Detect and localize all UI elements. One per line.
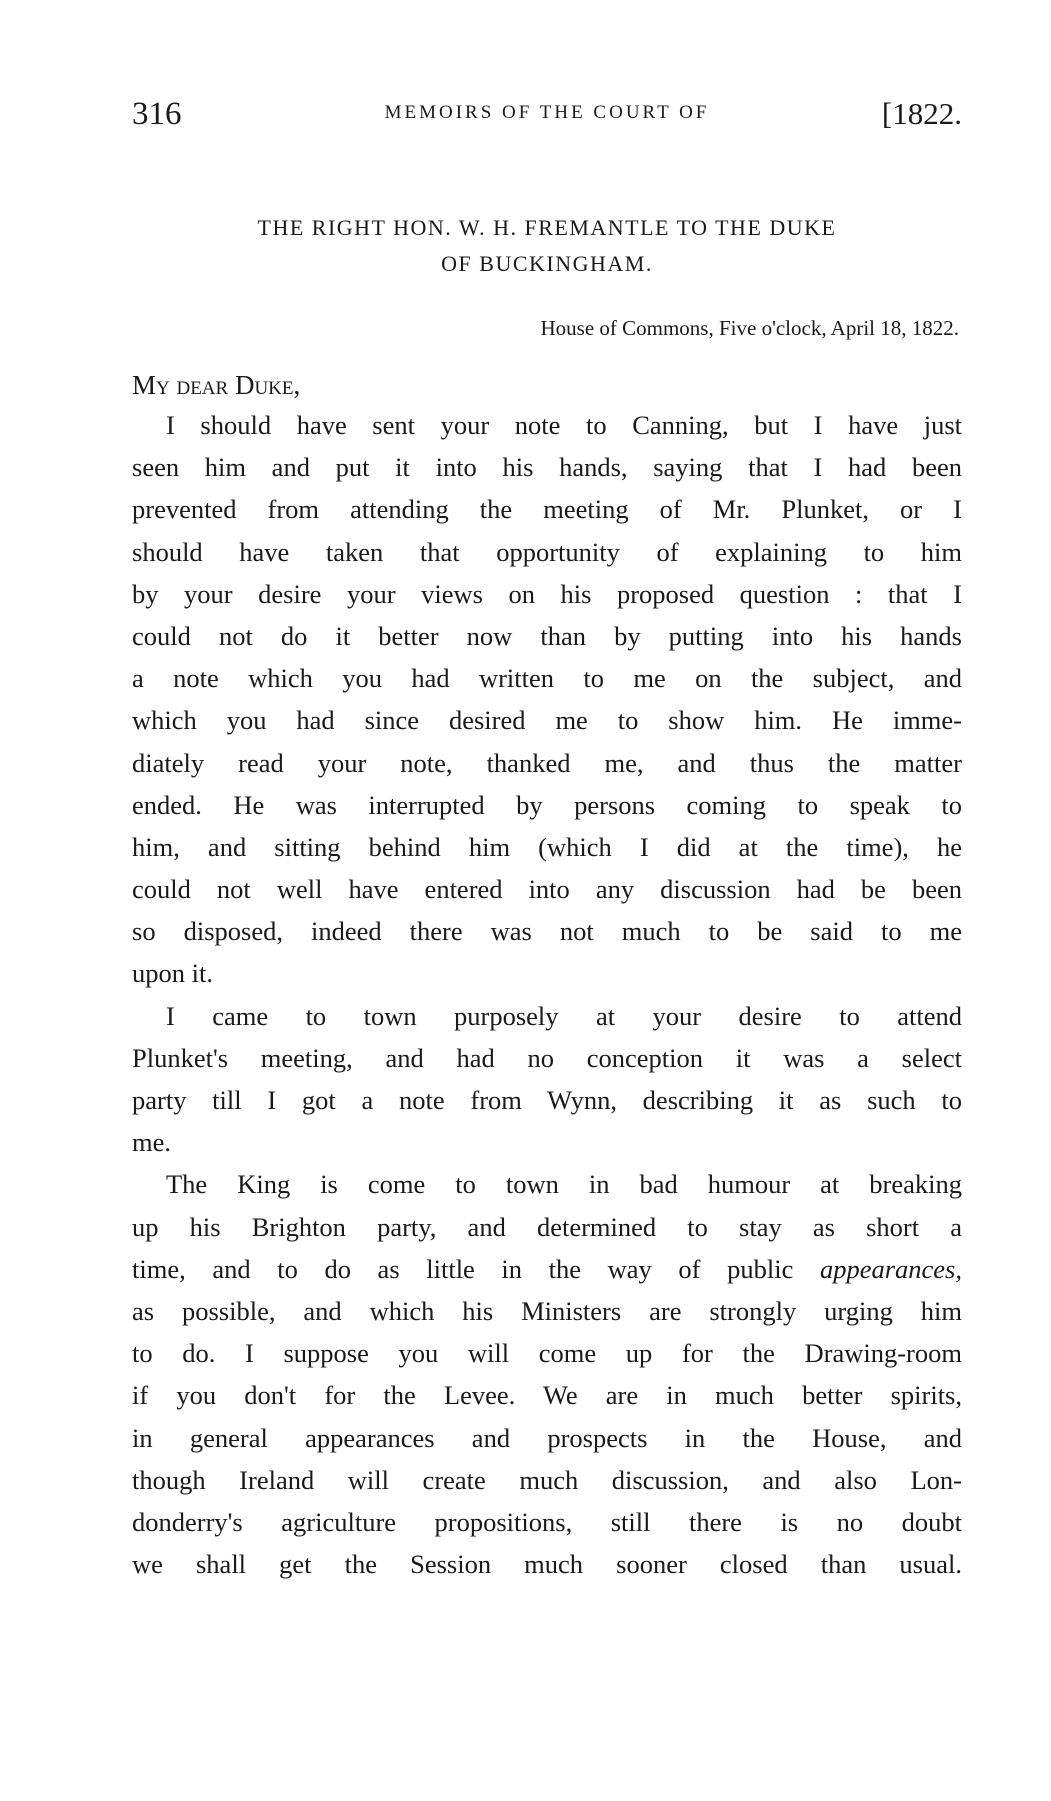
letter-heading xyxy=(132,210,962,282)
text-line: in general appearances and prospects in the House, and xyxy=(132,1422,962,1453)
text-line: prevented from attending the meeting of Mr. Plunket, or I xyxy=(132,494,962,525)
letter-salutation: My dear Duke, xyxy=(132,370,301,400)
italic-word: appearances, xyxy=(819,1253,962,1284)
letter-dateline: House of Commons, Five o'clock, April 18, 1822. xyxy=(540,316,959,340)
text-line: we shall get the Session much sooner closed than usual. xyxy=(132,1549,962,1580)
text-line: up his Brighton party, and determined to stay as short a xyxy=(132,1211,962,1242)
paragraph-1 xyxy=(132,404,962,995)
page-number: 316 xyxy=(132,96,182,132)
text-line: if you don't for the Levee. We are in much better spirits, xyxy=(132,1380,962,1411)
text-line: seen him and put it into his hands, saying that I had been xyxy=(132,452,962,483)
text-line: should have taken that opportunity of explaining to him xyxy=(132,536,962,567)
text-line: by your desire your views on his proposed question : that I xyxy=(132,578,962,609)
text-line: him, and sitting behind him (which I did at the time), he xyxy=(132,831,962,862)
text-line: donderry's agriculture propositions, still there is no doubt xyxy=(132,1506,962,1537)
text-line: I came to town purposely at your desire to attend xyxy=(166,1000,962,1031)
text-line: could not do it better now than by putting into his hands xyxy=(132,620,962,651)
paragraph-3 xyxy=(132,1163,962,1585)
text-line: could not well have entered into any discussion had be been xyxy=(132,874,962,905)
text-line: Plunket's meeting, and had no conception it was a select xyxy=(132,1042,962,1073)
text-line: though Ireland will create much discussion, and also Lon- xyxy=(132,1464,962,1495)
text-line: diately read your note, thanked me, and thus the matter xyxy=(132,747,962,778)
text-line: to do. I suppose you will come up for the Drawing-room xyxy=(132,1338,962,1369)
letter-heading-line-2: OF BUCKINGHAM. xyxy=(441,251,653,276)
running-head xyxy=(132,96,962,140)
running-title: MEMOIRS OF THE COURT OF xyxy=(384,102,710,123)
text-line: which you had since desired me to show him. He imme- xyxy=(132,705,962,736)
paragraph-2 xyxy=(132,995,962,1164)
text-line: so disposed, indeed there was not much to be said to me xyxy=(132,916,962,947)
text-segment: time, and to do as little in the way of public xyxy=(132,1253,820,1284)
letter-heading-line-1: THE RIGHT HON. W. H. FREMANTLE TO THE DUKE xyxy=(257,215,837,240)
letter-body xyxy=(132,404,962,1585)
text-line: The King is come to town in bad humour at breaking xyxy=(166,1169,962,1200)
text-line: a note which you had written to me on the subject, and xyxy=(132,663,962,694)
text-line-with-italic xyxy=(132,1248,962,1290)
text-line: party till I got a note from Wynn, describing it as such to xyxy=(132,1085,962,1115)
text-line: ended. He was interrupted by persons coming to speak to xyxy=(132,789,962,820)
text-line: upon it. xyxy=(132,958,213,989)
text-line: as possible, and which his Ministers are strongly urging him xyxy=(132,1295,962,1326)
text-line: I should have sent your note to Canning, but I have just xyxy=(166,410,962,440)
running-year: [1822. xyxy=(881,96,962,131)
text-line: me. xyxy=(132,1127,171,1158)
